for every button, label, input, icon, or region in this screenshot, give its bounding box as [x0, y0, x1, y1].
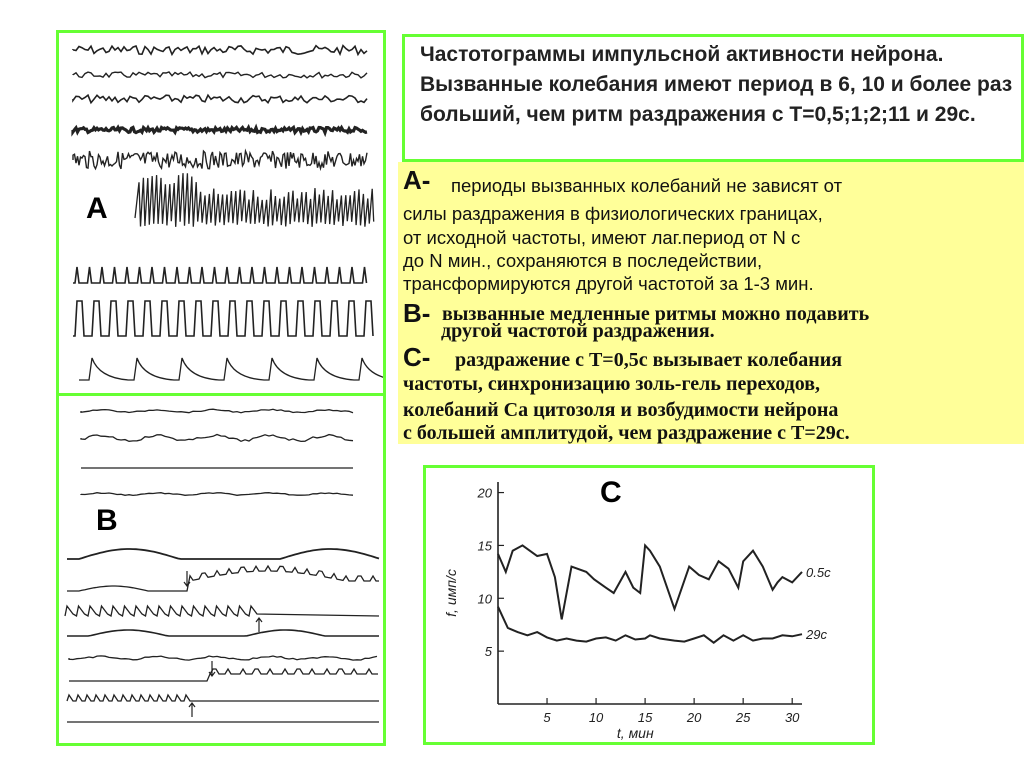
series-label: 0.5с	[806, 564, 831, 580]
y-tick-label: 20	[477, 485, 492, 501]
trace-line	[73, 301, 373, 336]
x-axis-label: t, мин	[616, 725, 654, 741]
panel-a-letter: A	[86, 192, 108, 225]
x-tick-label: 10	[588, 710, 604, 725]
trace-line	[67, 630, 379, 636]
desc-a-line: трансформируются другой частотой за 1-3 мин.	[403, 273, 814, 294]
trace-line	[69, 669, 378, 681]
x-tick-label: 30	[784, 710, 800, 725]
trace-line	[73, 128, 367, 133]
title-box	[402, 34, 1024, 162]
desc-c-line: частоты, синхронизацию золь-гель переходов,	[403, 373, 821, 395]
desc-c-line: колебаний Са цитозоля и возбудимости нейрона	[403, 399, 839, 421]
desc-b-line: другой частотой раздражения.	[441, 320, 715, 342]
desc-a-line: силы раздражения в физиологических границах,	[403, 203, 823, 224]
chart	[426, 468, 872, 742]
trace-line	[81, 435, 353, 442]
desc-b-marker: B-	[403, 298, 431, 328]
trace-line	[73, 72, 367, 78]
trace-line	[79, 358, 383, 380]
panel-b	[56, 393, 386, 746]
description-box	[398, 162, 1024, 444]
desc-c-line: с большей амплитудой, чем раздражение с Т=29с.	[403, 422, 850, 444]
trace-line	[135, 173, 374, 227]
trace-line	[73, 151, 367, 169]
panel-c	[423, 465, 875, 745]
desc-b-line: вызванные медленные ритмы можно подавить	[442, 303, 870, 325]
page-title: Частотограммы импульсной активности нейрона. Вызванные колебания имеют период в 6, 10 и более раз больший, чем ритм раздражения с Т=0,5;1;2;11 и 29с.	[420, 43, 1013, 126]
series-label: 29с	[806, 627, 827, 643]
series-line-1	[498, 545, 802, 619]
series-line-2	[498, 607, 802, 643]
panel-b-letter: B	[96, 504, 118, 537]
panel-c-letter: C	[600, 476, 622, 509]
desc-a-marker: A-	[403, 165, 431, 195]
panel-b-traces	[59, 396, 383, 743]
trace-line	[73, 95, 367, 103]
trace-line	[69, 656, 377, 660]
x-tick-label: 5	[543, 710, 551, 725]
y-tick-label: 15	[477, 538, 492, 554]
y-axis-label: f, имп/с	[443, 569, 459, 617]
trace-line	[81, 409, 353, 413]
trace-line	[73, 46, 367, 55]
trace-line	[65, 606, 379, 616]
desc-c-marker: C-	[403, 342, 431, 372]
trace-line	[67, 695, 379, 701]
y-tick-label: 10	[477, 591, 492, 607]
desc-a-line: до N мин., сохраняются в последействии,	[403, 250, 763, 271]
x-tick-label: 25	[735, 710, 751, 725]
trace-line	[67, 566, 379, 591]
trace-line	[81, 493, 353, 496]
trace-line	[67, 549, 379, 559]
x-tick-label: 15	[637, 710, 653, 725]
y-tick-label: 5	[484, 644, 492, 660]
stimulus-arrow	[256, 618, 262, 632]
stimulus-arrow	[189, 703, 195, 717]
x-tick-label: 20	[686, 710, 702, 725]
desc-a-line: периоды вызванных колебаний не зависят от	[451, 175, 843, 196]
desc-c-line: раздражение с Т=0,5с вызывает колебания	[455, 349, 843, 371]
desc-a-line: от исходной частоты, имеют лаг.период от N с	[403, 227, 801, 248]
trace-line	[73, 267, 367, 283]
